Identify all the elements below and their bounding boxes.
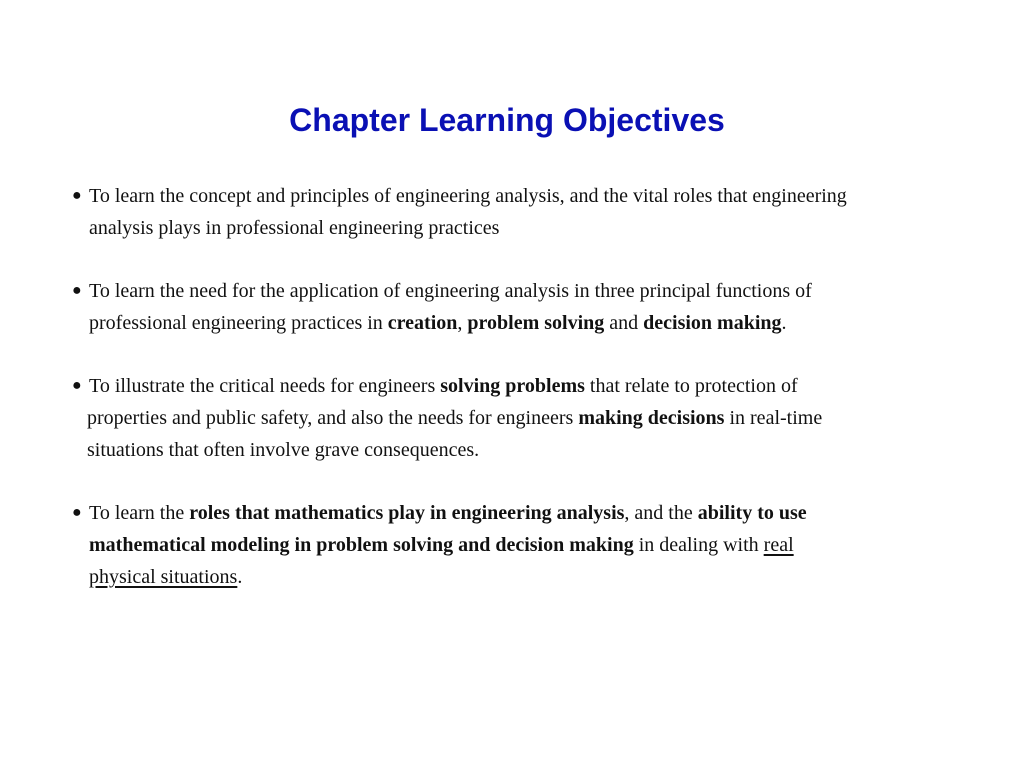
bullet-icon: ● bbox=[72, 187, 82, 204]
emphasis-creation: creation bbox=[387, 312, 458, 334]
text-run: in dealing with bbox=[633, 534, 764, 556]
text-run: . bbox=[781, 312, 787, 334]
slide-title: Chapter Learning Objectives bbox=[289, 102, 725, 138]
objective-line bbox=[89, 180, 972, 212]
emphasis-problem-solving: problem solving bbox=[467, 312, 605, 334]
text-run: and bbox=[604, 312, 644, 334]
text-run: in real-time bbox=[724, 407, 823, 429]
bullet-icon: ● bbox=[72, 504, 82, 521]
text-run: analysis plays in professional engineering practices bbox=[89, 217, 500, 239]
objective-item bbox=[72, 275, 972, 339]
emphasis-making-decisions: making decisions bbox=[578, 407, 725, 429]
objective-line bbox=[87, 402, 972, 434]
objective-line bbox=[89, 212, 972, 244]
text-run: professional engineering practices in bbox=[89, 312, 388, 334]
objective-line bbox=[89, 497, 972, 529]
text-run: . bbox=[237, 566, 243, 588]
emphasis-roles-of-mathematics: roles that mathematics play in engineering analysis bbox=[189, 502, 625, 524]
objective-line bbox=[89, 529, 972, 561]
bullet-icon: ● bbox=[72, 282, 82, 299]
bullet-icon: ● bbox=[72, 377, 82, 394]
text-run: , bbox=[457, 312, 468, 334]
text-run: To learn the bbox=[89, 502, 190, 524]
objective-line bbox=[89, 370, 972, 402]
text-run: properties and public safety, and also the needs for engineers bbox=[87, 407, 579, 429]
objective-line bbox=[89, 307, 972, 339]
objective-line bbox=[87, 434, 972, 466]
objective-item bbox=[72, 180, 972, 244]
text-run: To learn the concept and principles of engineering analysis, and the vital roles that engineering bbox=[89, 185, 847, 207]
text-run: , and the bbox=[624, 502, 698, 524]
objective-item bbox=[72, 497, 972, 593]
objectives-list bbox=[72, 180, 972, 624]
objective-item bbox=[72, 370, 972, 466]
underline-real: real bbox=[763, 534, 794, 556]
emphasis-decision-making: decision making bbox=[643, 312, 782, 334]
underline-physical-situations: physical situations bbox=[89, 566, 238, 588]
objective-line bbox=[89, 275, 972, 307]
text-run: situations that often involve grave consequences. bbox=[87, 439, 480, 461]
emphasis-ability-to-use: ability to use bbox=[697, 502, 807, 524]
text-run: that relate to protection of bbox=[584, 375, 798, 397]
emphasis-solving-problems: solving problems bbox=[440, 375, 585, 397]
objective-line bbox=[89, 561, 972, 593]
text-run: To illustrate the critical needs for engineers bbox=[89, 375, 441, 397]
emphasis-mathematical-modeling: mathematical modeling in problem solving and decision making bbox=[89, 534, 634, 556]
text-run: To learn the need for the application of engineering analysis in three principal functions of bbox=[89, 280, 812, 302]
